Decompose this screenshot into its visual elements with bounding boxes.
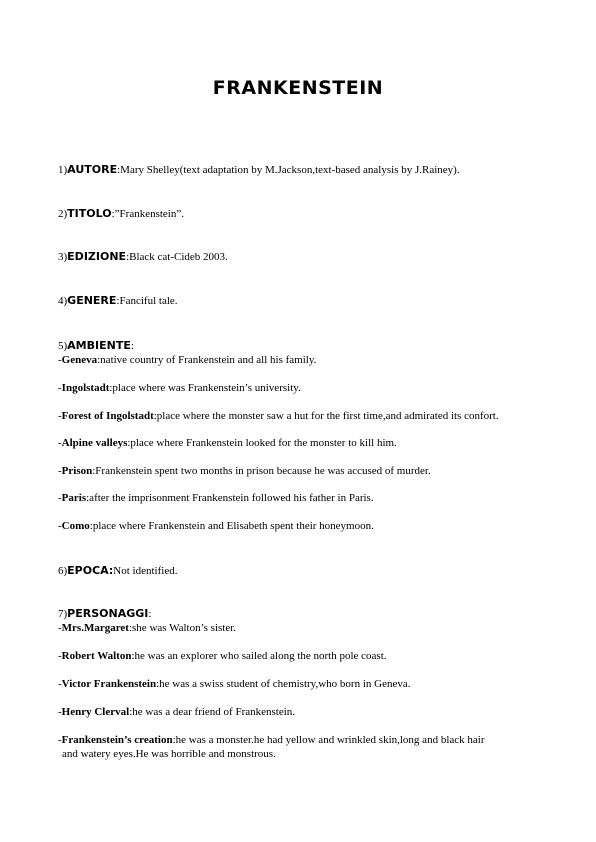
item-text: :he was a dear friend of Frankenstein. [129,706,296,718]
item-text: :place where the monster saw a hut for the first time,and admirated its confort. [153,410,499,422]
list-item [58,677,410,691]
list-dash: - [58,465,62,477]
list-item [58,733,485,747]
item-name: Henry Clerval [61,706,130,718]
section-heading: EDIZIONE [67,250,127,263]
item-name: Mrs.Margaret [61,622,129,634]
section-text: Not identified. [113,565,178,577]
section-number: 2) [58,208,68,220]
section-heading: GENERE [67,294,117,307]
list-dash: - [58,437,62,449]
item-name: Ingolstadt [61,382,110,394]
list-dash: - [58,678,62,690]
list-dash: - [58,622,62,634]
section-heading: AUTORE [67,163,118,176]
section-number: 5) [58,340,68,352]
section-heading: PERSONAGGI [67,607,149,620]
list-item [58,649,387,663]
list-item-continuation: and watery eyes.He was horrible and monstrous. [62,748,276,760]
item-text: :after the imprisonment Frankenstein followed his father in Paris. [86,492,374,504]
section-number: 7) [58,608,68,620]
list-item [58,621,236,635]
item-name: Como [61,520,90,532]
list-item [58,381,301,395]
list-item [58,519,374,533]
list-dash: - [58,354,62,366]
list-dash: - [58,734,62,746]
item-text: :he was an explorer who sailed along the north pole coast. [131,650,387,662]
list-item [58,409,499,423]
item-text: :he was a swiss student of chemistry,who born in Geneva. [156,678,411,690]
item-name: Alpine valleys [61,437,128,449]
item-name: Prison [61,465,93,477]
list-dash: - [58,382,62,394]
list-item [58,491,374,505]
item-name: Victor Frankenstein [61,678,157,690]
section-heading: AMBIENTE [67,339,131,352]
section-number: 6) [58,565,68,577]
section-number: 3) [58,251,68,263]
list-dash: - [58,520,62,532]
section-text: :Mary Shelley(text adaptation by M.Jackson,text-based analysis by J.Rainey). [117,164,460,176]
item-text: :Frankenstein spent two months in prison because he was accused of murder. [92,465,431,477]
section-text: :”Frankenstein”. [111,208,184,220]
item-text: :he was a monster.he had yellow and wrinkled skin,long and black hair [172,734,485,746]
section-text: :Fanciful tale. [116,295,178,307]
section-ambiente [58,339,134,353]
section-heading: EPOCA: [67,564,114,577]
item-text: :she was Walton’s sister. [128,622,237,634]
section-edizione [58,250,228,264]
section-number: 4) [58,295,68,307]
document-title: FRANKENSTEIN [212,77,384,99]
item-name: Frankenstein’s creation [61,734,173,746]
section-personaggi [58,607,151,621]
list-dash: - [58,492,62,504]
section-autore [58,163,460,177]
item-name: Paris [61,492,87,504]
item-name: Forest of Ingolstadt [61,410,154,422]
item-name: Geneva [61,354,98,366]
list-item [58,464,431,478]
section-genere [58,294,178,308]
section-colon: : [148,608,152,620]
list-item [58,705,295,719]
section-text: :Black cat-Cideb 2003. [126,251,228,263]
section-heading: TITOLO [67,207,112,220]
list-item [58,353,316,367]
list-dash: - [58,410,62,422]
section-number: 1) [58,164,68,176]
item-name: Robert Walton [61,650,132,662]
list-item [58,436,397,450]
item-text: :place where Frankenstein looked for the monster to kill him. [127,437,397,449]
section-epoca [58,564,177,578]
item-text: :place where was Frankenstein’s university. [109,382,301,394]
item-text: :native country of Frankenstein and all his family. [97,354,317,366]
item-text: :place where Frankenstein and Elisabeth spent their honeymoon. [89,520,374,532]
list-dash: - [58,650,62,662]
section-colon: : [130,340,134,352]
list-dash: - [58,706,62,718]
section-titolo [58,207,184,221]
